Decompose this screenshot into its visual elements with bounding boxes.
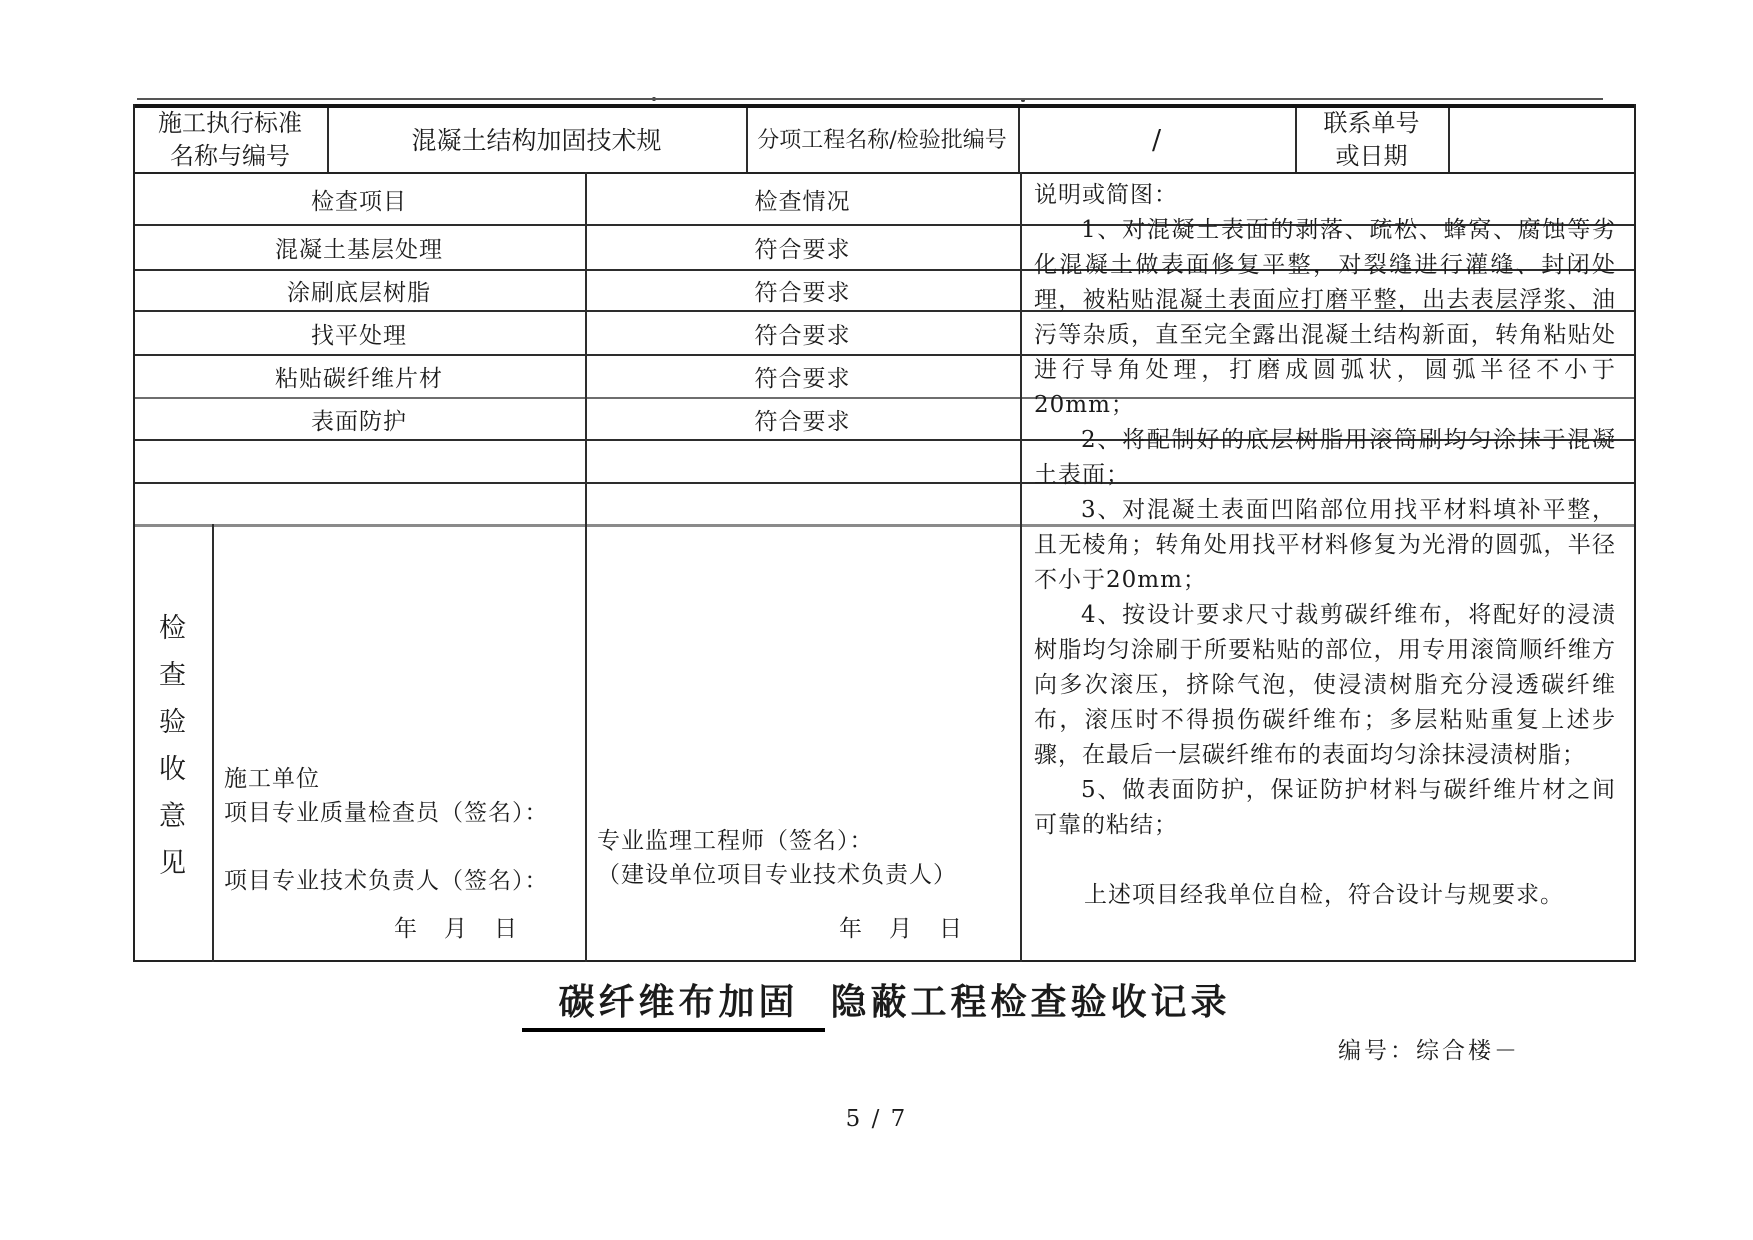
check-item-result: 符合要求 (754, 322, 851, 349)
header-standard-label-line1: 施工执行标准 (158, 109, 302, 137)
notes-self-check-statement: 上述项目经我单位自检，符合设计与规要求。 (1084, 882, 1564, 908)
grid-line (1634, 104, 1636, 962)
vertical-label-char: 收 (159, 754, 186, 785)
vertical-label-char: 检 (159, 613, 186, 644)
grid-line (1020, 172, 1022, 962)
column-header-result: 检查情况 (754, 188, 851, 215)
header-contact-label-line2: 或日期 (1335, 142, 1408, 170)
technical-lead-signature-line: 项目专业技术负责人（签名）： (224, 868, 549, 894)
vertical-label-char: 见 (159, 848, 186, 879)
check-item-result: 符合要求 (754, 408, 851, 435)
check-item-name: 混凝土基层处理 (275, 237, 443, 263)
check-item-name: 表面防护 (311, 408, 407, 435)
document-title-underlined-part: 碳纤维布加固 (522, 981, 824, 1032)
supervision-date-line: 年 月 日 (839, 916, 964, 942)
check-item-name: 粘贴碳纤维片材 (275, 366, 443, 392)
check-item-result: 符合要求 (754, 237, 851, 263)
notes-paragraph-2: 2、将配制好的底层树脂用滚筒刷均匀涂抹于混凝土表面； (1034, 427, 1616, 488)
page-indicator: 5 / 7 (845, 1106, 908, 1132)
header-contact-value (1448, 108, 1634, 172)
empty-row-cell (585, 484, 1020, 524)
vertical-label-char: 验 (159, 707, 186, 738)
empty-row-cell (133, 484, 585, 524)
header-subproject-value: / (1151, 124, 1162, 156)
vertical-label-char: 意 (159, 801, 186, 832)
header-standard-value: 混凝土结构加固技术规 (411, 125, 662, 155)
vertical-label-char: 查 (159, 660, 186, 691)
supervising-engineer-signature-line: 专业监理工程师（签名）： (597, 828, 874, 854)
construction-unit-label: 施工单位 (224, 766, 320, 792)
notes-paragraph-1: 1、对混凝土表面的剥落、疏松、蜂窝、腐蚀等劣化混凝土做表面修复平整，对裂缝进行灌缝、封闭处理，被粘贴混凝土表面应打磨平整，出去表层浮浆、油污等杂质，直至完全露出混凝土结构新面，转角粘贴处进行导角处理，打磨成圆弧状，圆弧半径不小于20mm； (1034, 217, 1616, 418)
grid-line (137, 98, 1603, 100)
supervision-signature-cell (585, 524, 1020, 962)
construction-date-line: 年 月 日 (394, 916, 519, 942)
header-standard-label-line2: 名称与编号 (170, 142, 290, 170)
construction-unit-signature-cell (212, 524, 585, 962)
notes-explanation-cell (1034, 178, 1616, 954)
check-item-name: 找平处理 (311, 322, 407, 349)
owner-technical-lead-label: （建设单位项目专业技术负责人） (597, 862, 957, 888)
quality-inspector-signature-line: 项目专业质量检查员（签名）： (224, 800, 549, 826)
header-standard-label (133, 108, 327, 172)
check-item-name: 涂刷底层树脂 (287, 280, 431, 306)
header-contact-label-line1: 联系单号 (1323, 109, 1420, 137)
document-title (0, 974, 1753, 1025)
header-contact-label (1295, 108, 1448, 172)
check-item-result: 符合要求 (754, 280, 851, 306)
document-number: 编号：综合楼－ (1338, 1038, 1520, 1064)
header-subproject-label: 分项工程名称/检验批编号 (757, 127, 1007, 153)
check-item-result: 符合要求 (754, 366, 851, 392)
inspection-record-table (133, 104, 1636, 962)
document-title-rest: 隐蔽工程检查验收记录 (830, 981, 1231, 1023)
notes-paragraph-5: 5、做表面防护，保证防护材料与碳纤维片材之间可靠的粘结； (1034, 777, 1616, 838)
column-header-item: 检查项目 (311, 188, 407, 215)
notes-label: 说明或简图： (1034, 182, 1178, 208)
acceptance-opinion-vertical-label (133, 524, 212, 962)
empty-row-cell (133, 441, 585, 482)
notes-paragraph-3: 3、对混凝土表面凹陷部位用找平材料填补平整，且无棱角；转角处用找平材料修复为光滑的圆弧，半径不小于20mm； (1034, 497, 1616, 593)
notes-paragraph-4: 4、按设计要求尺寸裁剪碳纤维布，将配好的浸渍树脂均匀涂刷于所要粘贴的部位，用专用滚筒顺纤维方向多次滚压，挤除气泡，使浸渍树脂充分浸透碳纤维布，滚压时不得损伤碳纤维布；多层粘贴重复上述步骤，在最后一层碳纤维布的表面均匀涂抹浸渍树脂； (1034, 602, 1616, 768)
empty-row-cell (585, 441, 1020, 482)
